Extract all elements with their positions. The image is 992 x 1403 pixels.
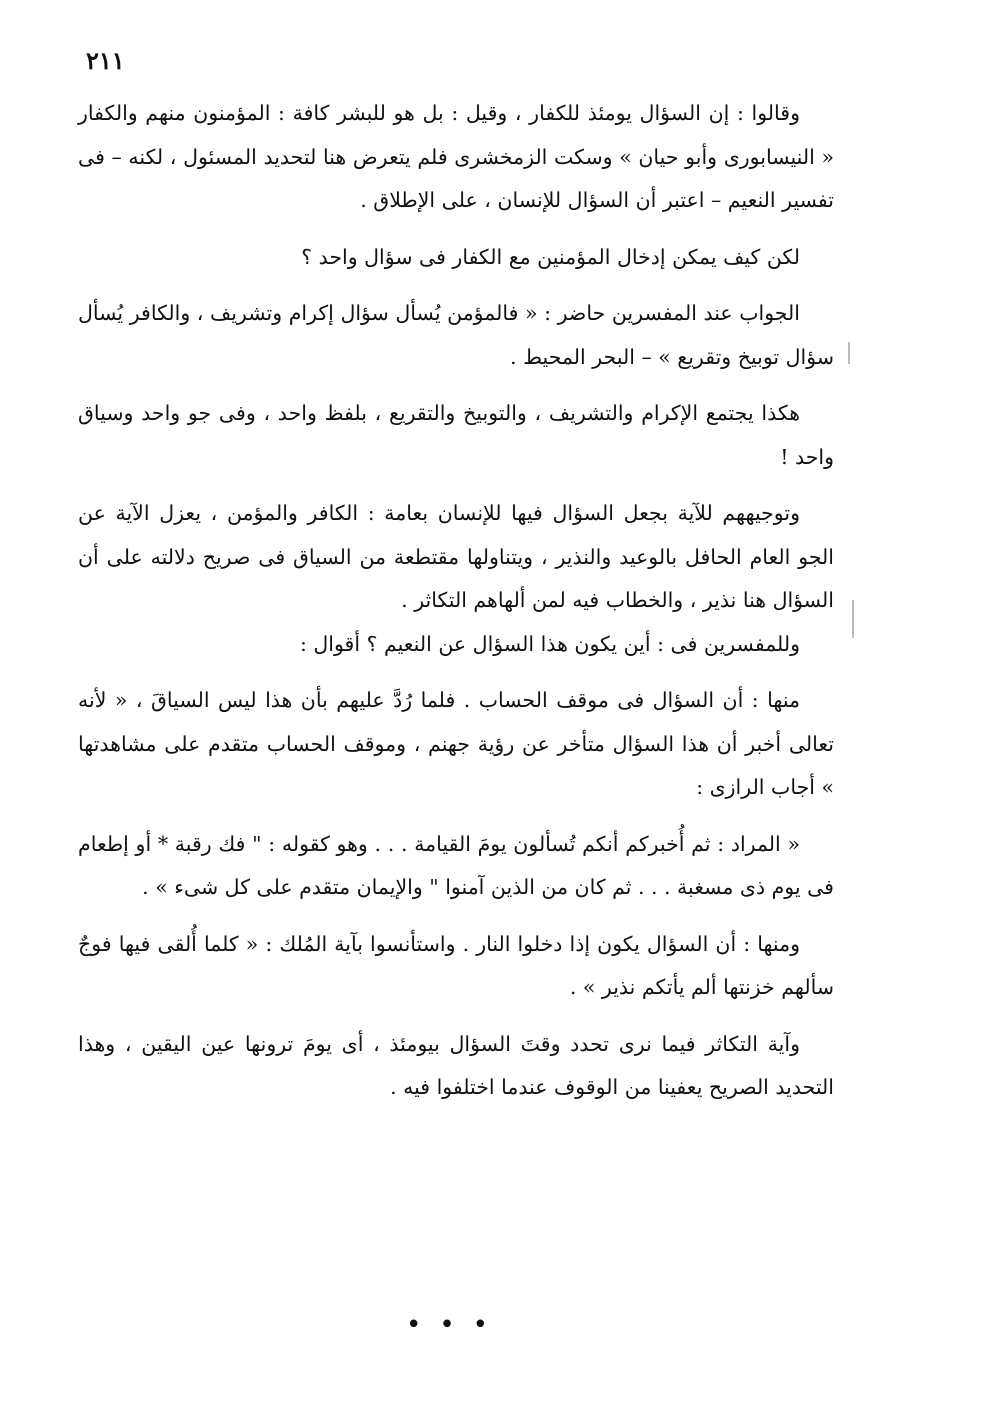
margin-scan-mark	[852, 600, 854, 638]
paragraph-2: لكن كيف يمكن إدخال المؤمنين مع الكفار فى سؤال واحد ؟	[301, 244, 800, 269]
margin-scan-mark	[848, 342, 850, 364]
ornament-dot: •	[405, 1310, 440, 1340]
paragraph-5: وتوجيههم للآية بجعل السؤال فيها للإنسان بعامة : الكافر والمؤمن ، يعزل الآية عن الجو العام الحافل بالوعيد والنذير ، ويتناولها مقتطعة من السياق فى صريح دلالته على أن السؤال هنا نذير ، والخطاب فيه لمن ألهاهم التكاثر .	[78, 501, 834, 612]
paragraph-8: « المراد : ثم أُخبركم أنكم تُسألون يومَ القيامة . . . وهو كقوله : " فك رقبة * أو إطعام فى يوم ذى مسغبة . . . ثم كان من الذين آمنوا " والإيمان متقدم على كل شىء » .	[78, 831, 834, 899]
body-text	[78, 92, 834, 1123]
book-page	[78, 40, 834, 1370]
paragraph-9: ومنها : أن السؤال يكون إذا دخلوا النار . واستأنسوا بآية المُلك : « كلما أُلقى فيها فوجٌ سألهم خزنتها ألم يأتكم نذير » .	[78, 931, 834, 999]
ornament-dot: •	[472, 1310, 507, 1340]
section-ornament	[78, 1310, 834, 1340]
paragraph-1: وقالوا : إن السؤال يومئذ للكفار ، وقيل : بل هو للبشر كافة : المؤمنون منهم والكفار « النيسابورى وأبو حيان » وسكت الزمخشرى فلم يتعرض هنا لتحديد المسئول ، لكنه – فى تفسير النعيم – اعتبر أن السؤال للإنسان ، على الإطلاق .	[78, 101, 834, 212]
paragraph-6: وللمفسرين فى : أين يكون هذا السؤال عن النعيم ؟ أقوال :	[299, 631, 800, 656]
paragraph-4: هكذا يجتمع الإكرام والتشريف ، والتوبيخ والتقريع ، بلفظ واحد ، وفى جو واحد وسياق واحد !	[78, 401, 834, 469]
ornament-dot: •	[439, 1310, 473, 1340]
paragraph-3: الجواب عند المفسرين حاضر : « فالمؤمن يُسأل سؤال إكرام وتشريف ، والكافر يُسأل سؤال توبيخ وتقريع » – البحر المحيط .	[78, 301, 834, 369]
paragraph-7: منها : أن السؤال فى موقف الحساب . فلما رُدَّ عليهم بأن هذا ليس السياقَ ، « لأنه تعالى أخبر أن هذا السؤال متأخر عن رؤية جهنم ، وموقف الحساب متقدم على مشاهدتها » أجاب الرازى :	[78, 688, 834, 799]
paragraph-10: وآية التكاثر فيما نرى تحدد وقتَ السؤال بيومئذ ، أى يومَ ترونها عين اليقين ، وهذا التحديد الصريح يعفينا من الوقوف عندما اختلفوا فيه .	[78, 1031, 834, 1099]
page-number: ٢١١	[86, 46, 125, 75]
